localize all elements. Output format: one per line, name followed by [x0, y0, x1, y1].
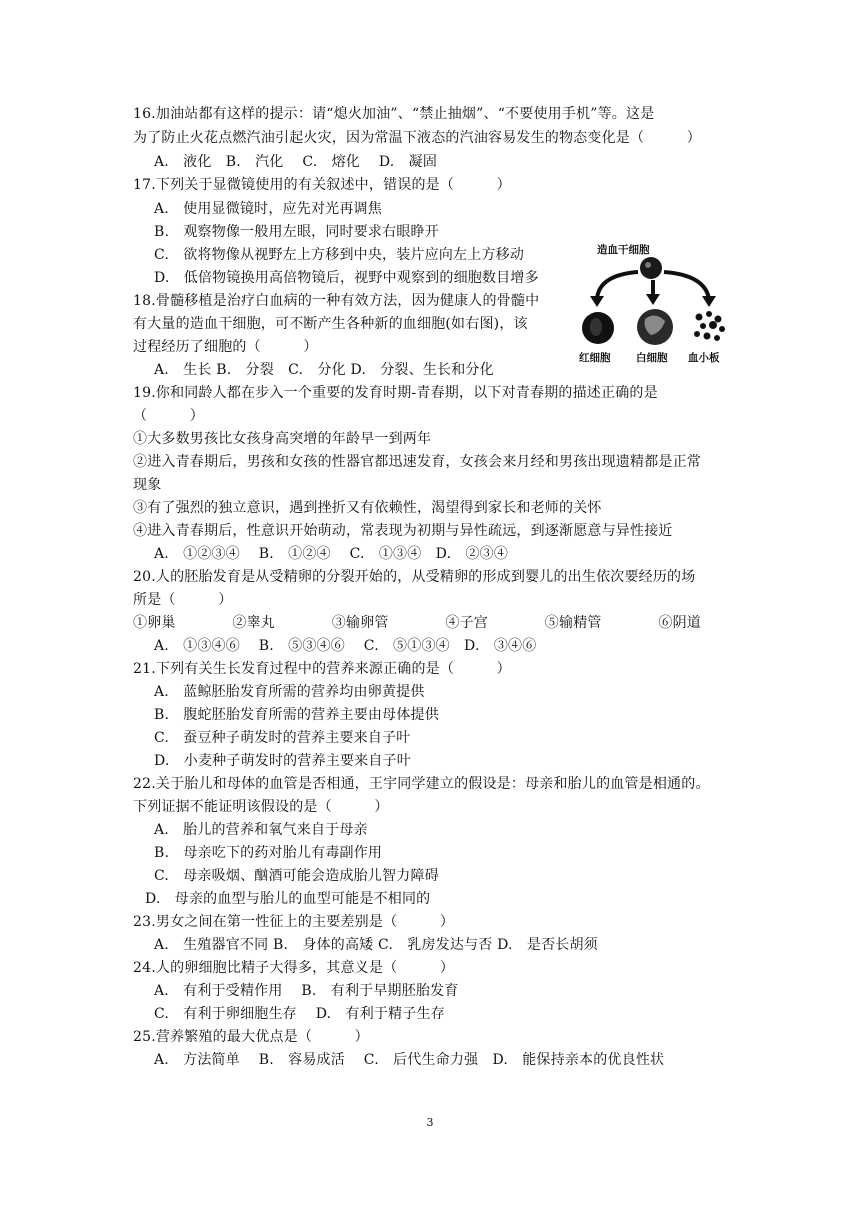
- question-22-option-d: D. 母亲的血型与胎儿的血型可能是不相同的: [145, 891, 431, 907]
- question-21-option-d: D. 小麦种子萌发时的营养主要来自子叶: [154, 753, 411, 769]
- question-24-stem: 24.人的卵细胞比精子大得多，其意义是（ ）: [133, 960, 455, 976]
- page-number: 3: [426, 1116, 434, 1129]
- question-19-statement-1: ①大多数男孩比女孩身高突增的年龄早一到两年: [133, 431, 432, 447]
- question-21-option-c: C. 蚕豆种子萌发时的营养主要来自子叶: [154, 730, 411, 746]
- question-19-statement-2-cont: 现象: [133, 477, 162, 493]
- question-21-option-b: B. 腹蛇胚胎发育所需的营养主要由母体提供: [154, 707, 439, 723]
- question-19-statement-4: ④进入青春期后，性意识开始萌动，常表现为初期与异性疏远，到逐渐愿意与异性接近: [133, 523, 673, 539]
- question-22-line-2: 下列证据不能证明该假设的是（ ）: [133, 799, 389, 815]
- arrow-right-head: [702, 296, 716, 307]
- question-19-statement-2: ②进入青春期后，男孩和女孩的性器官都迅速发育，女孩会来月经和男孩出现遗精都是正常: [133, 454, 701, 470]
- question-19-statement-3: ③有了强烈的独立意识，遇到挫折又有依赖性，渴望得到家长和老师的关怀: [133, 500, 602, 516]
- arrow-left-head: [590, 296, 604, 307]
- question-22-option-c: C. 母亲吸烟、酗酒可能会造成胎儿智力障碍: [154, 868, 439, 884]
- question-22-option-b: B. 母亲吃下的药对胎儿有毒副作用: [154, 845, 383, 861]
- arrow-left: [597, 272, 638, 299]
- question-18-line-3: 过程经历了细胞的（ ）: [133, 339, 318, 355]
- question-24-options-ab: A. 有利于受精作用 B. 有利于早期胚胎发育: [154, 983, 459, 999]
- question-21-option-a: A. 蓝鲸胚胎发育所需的营养均由卵黄提供: [154, 684, 425, 700]
- question-18-line-1: 18.骨髓移植是治疗白血病的一种有效方法，因为健康人的骨髓中: [133, 293, 540, 309]
- question-20-places: ①卵巢 ②睾丸 ③输卵管 ④子宫 ⑤输精管 ⑥阴道: [133, 615, 701, 631]
- question-17-option-d: D. 低倍物镜换用高倍物镜后，视野中观察到的细胞数目增多: [154, 270, 539, 286]
- red-blood-cell-center: [590, 318, 602, 336]
- question-20-options: A. ①③④⑥ B. ⑤③④⑥ C. ⑤①③④ D. ③④⑥: [154, 638, 537, 654]
- question-20-line-1: 20.人的胚胎发育是从受精卵的分裂开始的，从受精卵的形成到婴儿的出生依次要经历的场: [133, 569, 696, 585]
- question-19-options: A. ①②③④ B. ①②④ C. ①③④ D. ②③④: [154, 546, 509, 562]
- question-18-line-2: 有大量的造血干细胞，可不断产生各种新的血细胞(如右图)，该: [133, 316, 528, 332]
- question-17-option-a: A. 使用显微镜时，应先对光再调焦: [154, 201, 382, 217]
- stem-cell-highlight: [645, 262, 651, 268]
- question-19-bracket: （ ）: [133, 408, 204, 424]
- question-17-option-b: B. 观察物像一般用左眼，同时要求右眼睁开: [154, 224, 439, 240]
- platelets-shape: [694, 311, 725, 341]
- question-25-stem: 25.营养繁殖的最大优点是（ ）: [133, 1029, 369, 1045]
- question-23-stem: 23.男女之间在第一性征上的主要差别是（ ）: [133, 914, 455, 930]
- arrow-middle-head: [646, 294, 660, 305]
- figure-top-label: 造血干细胞: [597, 244, 650, 256]
- question-19-stem: 19.你和同龄人都在步入一个重要的发育时期-青春期，以下对青春期的描述正确的是: [133, 385, 658, 401]
- label-white-blood-cell: 白细胞: [636, 352, 668, 364]
- question-20-line-2: 所是（ ）: [133, 592, 233, 608]
- question-23-options: A. 生殖器官不同 B. 身体的高矮 C. 乳房发达与否 D. 是否长胡须: [154, 937, 598, 953]
- question-16-options: A. 液化 B. 汽化 C. 熔化 D. 凝固: [154, 154, 438, 170]
- question-17-option-c: C. 欲将物像从视野左上方移到中央，装片应向左上方移动: [154, 247, 525, 263]
- question-22-option-a: A. 胎儿的营养和氧气来自于母亲: [154, 822, 368, 838]
- question-24-options-cd: C. 有利于卵细胞生存 D. 有利于精子生存: [154, 1006, 445, 1022]
- question-16-line-1: 16.加油站都有这样的提示：请“熄火加油”、“禁止抽烟”、“不要使用手机”等。这是: [133, 106, 655, 122]
- stem-cell-shape: [640, 257, 662, 279]
- question-21-stem: 21.下列有关生长发育过程中的营养来源正确的是（ ）: [133, 661, 511, 677]
- question-18-options: A. 生长 B. 分裂 C. 分化 D. 分裂、生长和分化: [154, 362, 494, 378]
- question-22-line-1: 22.关于胎儿和母体的血管是否相通，王宇同学建立的假设是：母亲和胎儿的血管是相通的。: [133, 776, 710, 792]
- label-red-blood-cell: 红细胞: [579, 352, 611, 364]
- question-25-options: A. 方法简单 B. 容易成活 C. 后代生命力强 D. 能保持亲本的优良性状: [154, 1052, 665, 1068]
- stem-cell-figure: [575, 241, 735, 366]
- arrow-right: [664, 272, 709, 299]
- question-16-line-2: 为了防止火花点燃汽油引起火灾，因为常温下液态的汽油容易发生的物态变化是（ ）: [133, 130, 701, 146]
- label-platelet: 血小板: [688, 352, 720, 364]
- question-17-stem: 17.下列关于显微镜使用的有关叙述中，错误的是（ ）: [133, 177, 511, 193]
